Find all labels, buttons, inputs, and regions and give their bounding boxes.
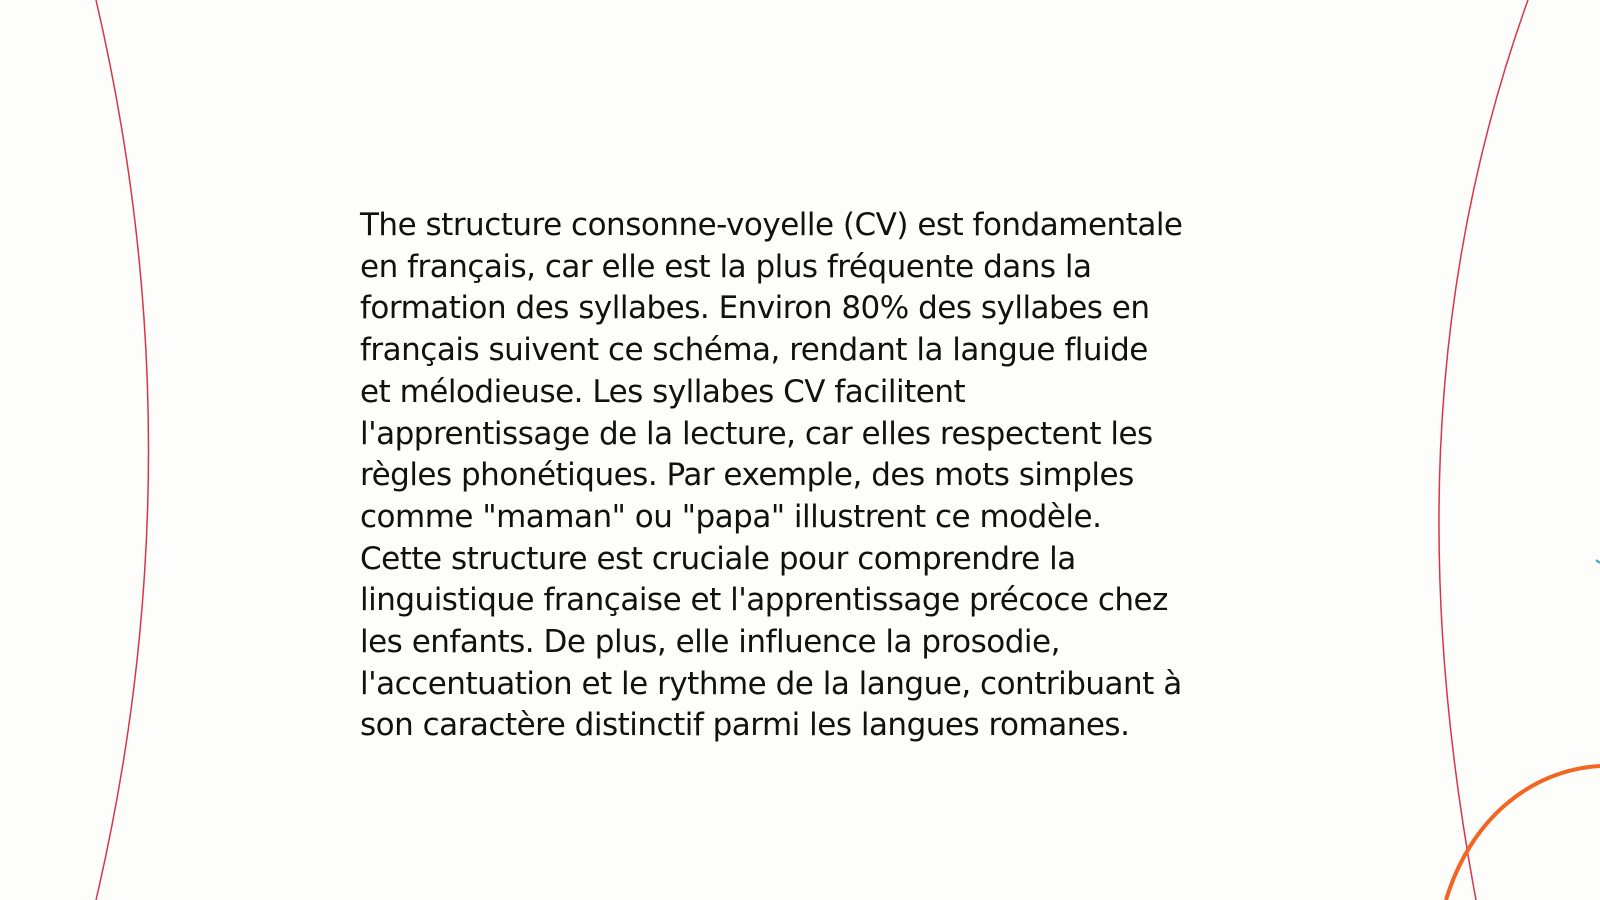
small-blue-mark bbox=[1596, 560, 1600, 563]
body-paragraph: The structure consonne-voyelle (CV) est fondamentale en français, car elle est la plus fréquente dans la formation des syllabes. Environ 80% des syllabes en français suivent ce schéma, rendant la langue fluide et mélodieuse. Les syllabes CV facilitent l'apprentissage de la lecture, car elles respectent les règles phonétiques. Par exemple, des mots simples comme "maman" ou "papa" illustrent ce modèle. Cette structure est cruciale pour comprendre la linguistique française et l'apprentissage précoce chez les enfants. De plus, elle influence la prosodie, l'accentuation et le rythme de la langue, contribuant à son caractère distinctif parmi les langues romanes. bbox=[360, 207, 1183, 744]
orange-arc bbox=[1446, 766, 1600, 900]
left-curve-line bbox=[96, 0, 149, 900]
right-curve-line bbox=[1439, 0, 1528, 900]
